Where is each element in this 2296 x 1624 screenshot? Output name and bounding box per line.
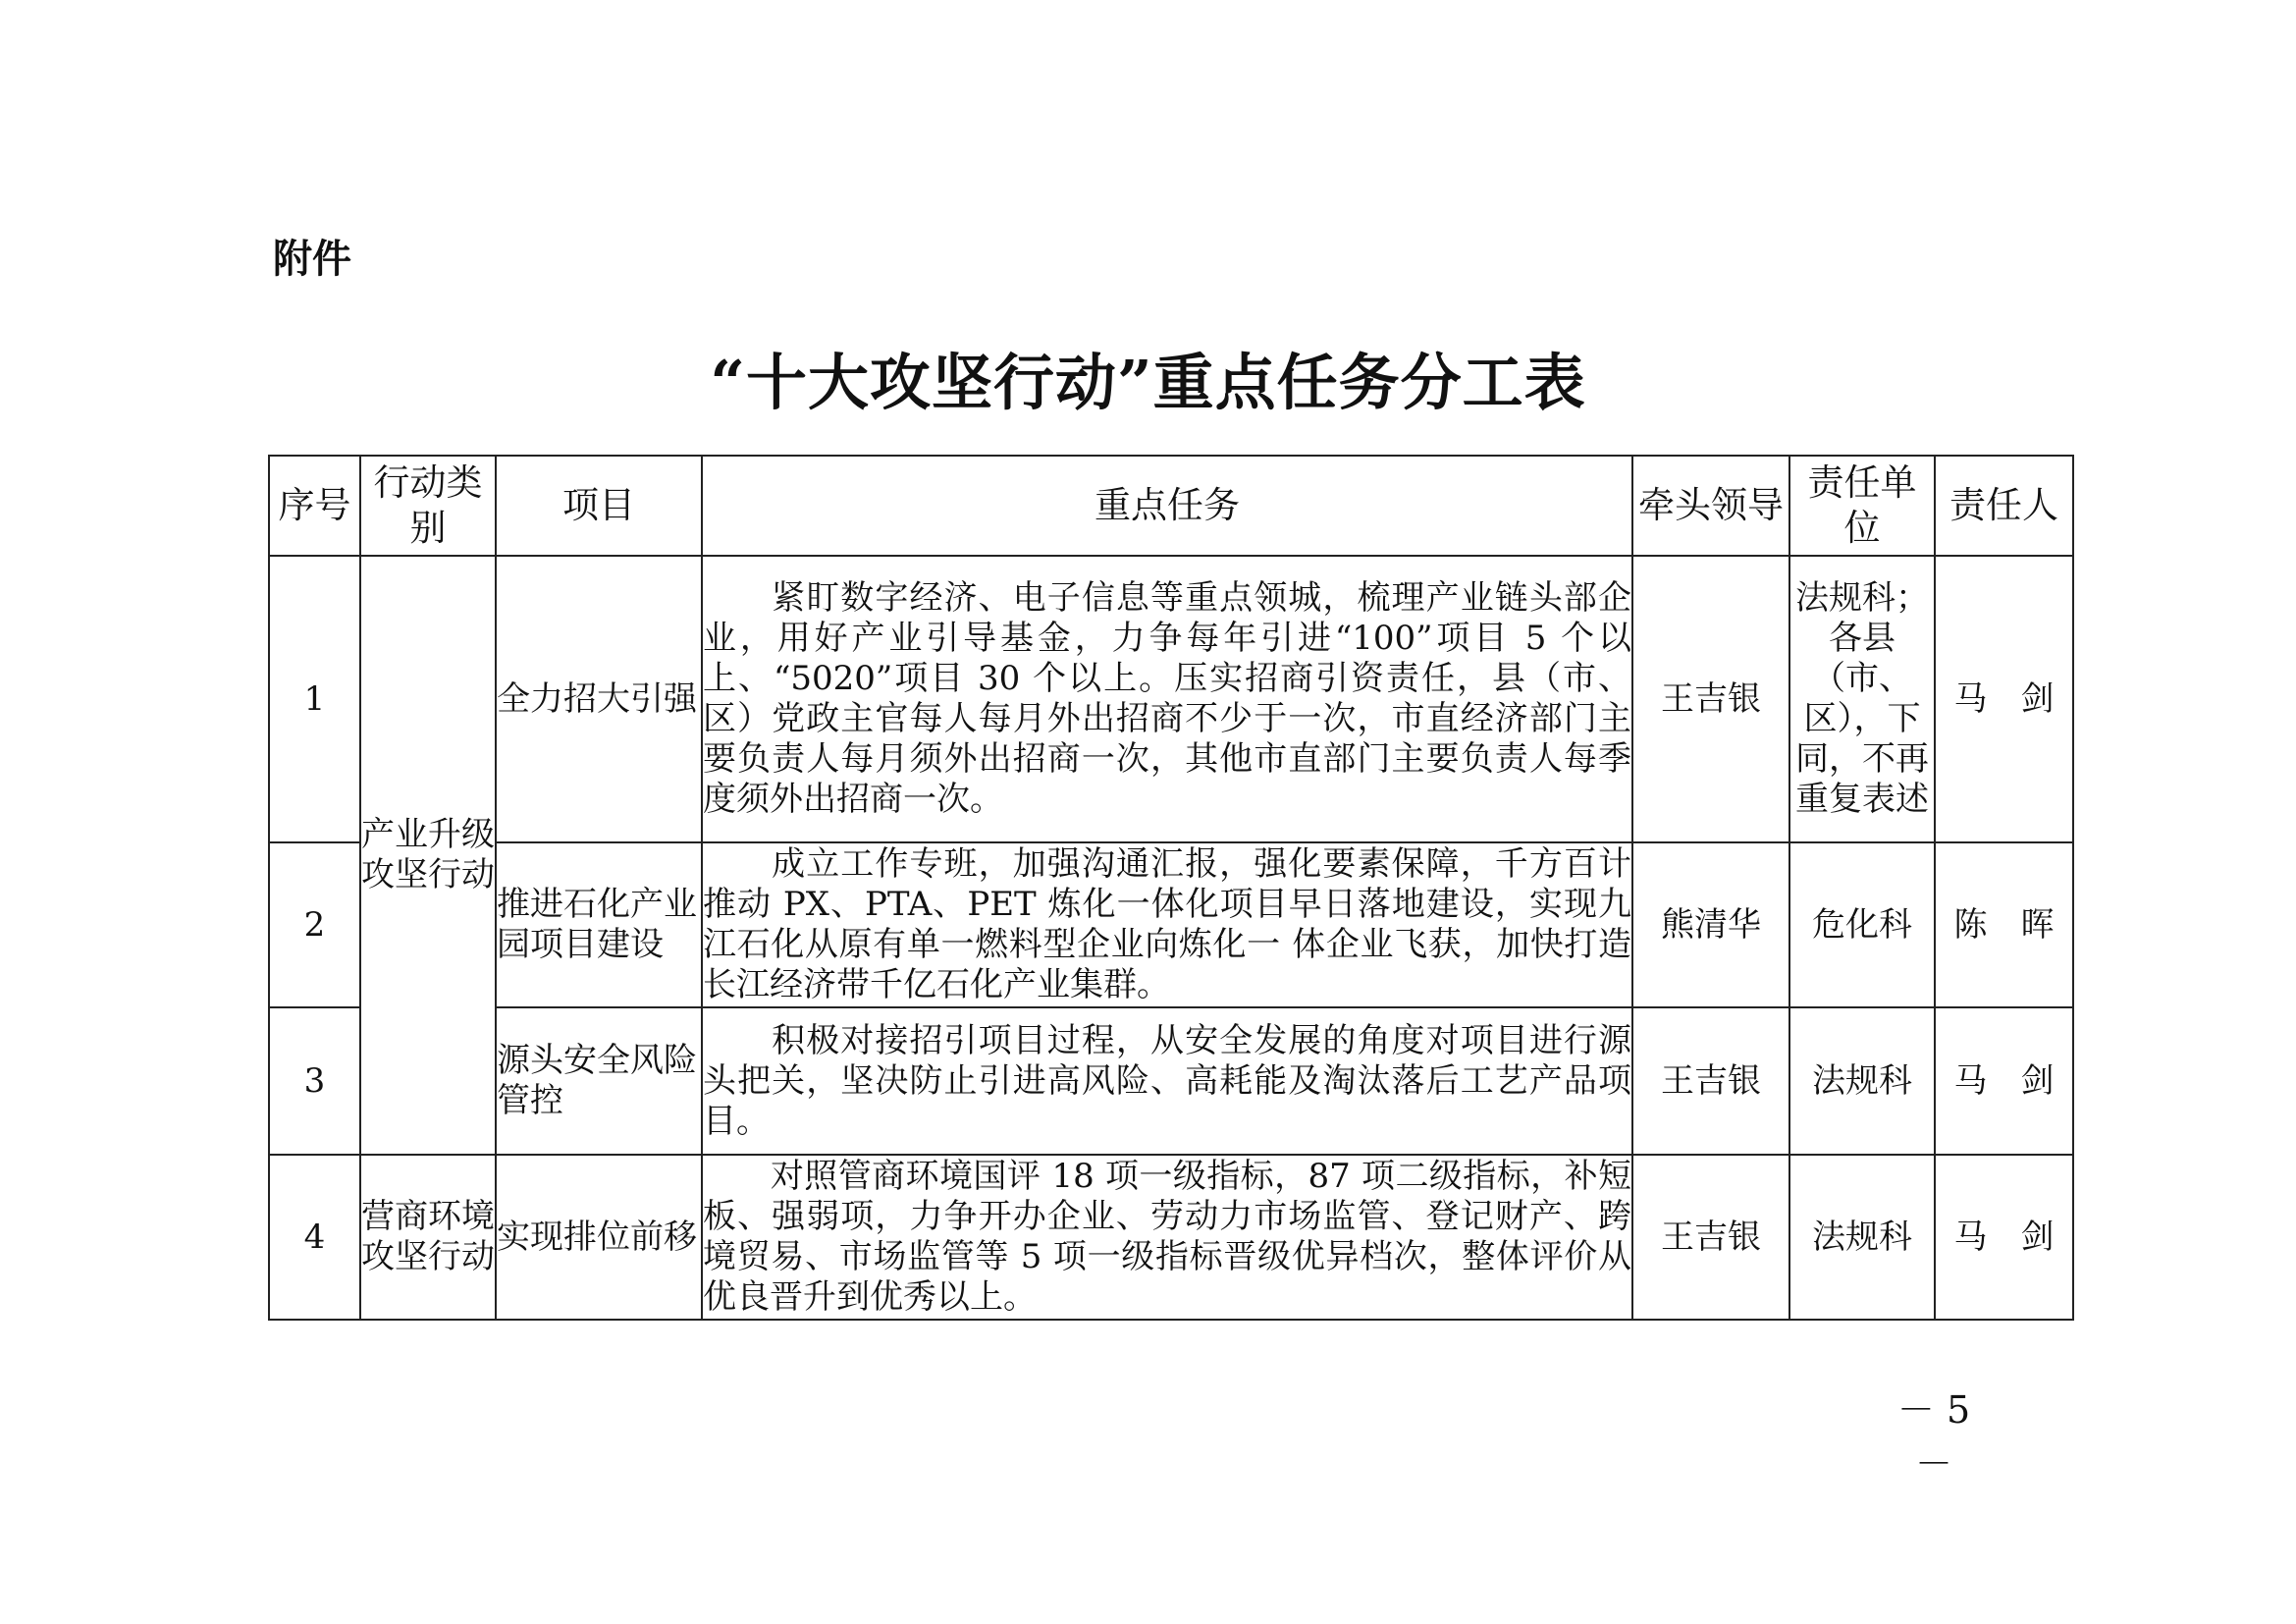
row-person: 马 剑: [1935, 1155, 2073, 1320]
table-row: [269, 842, 2073, 1007]
row-task: 积极对接招引项目过程，从安全发展的角度对项目进行源头把关，坚决防止引进高风险、高耗能及淘汰落后工艺产品项目。: [702, 1007, 1632, 1155]
row-task: 紧盯数字经济、电子信息等重点领城，梳理产业链头部企业，用好产业引导基金，力争每年引进“100”项目 5 个以上、“5020”项目 30 个以上。压实招商引资责任，县（市、区）党政主官每人每月外出招商不少于一次，市直经济部门主要负责人每月须外出招商一次，其他市直部门主要负责人每季度须外出招商一次。: [702, 556, 1632, 842]
header-no: 序号: [269, 456, 360, 556]
row-no: 1: [269, 556, 360, 842]
row-person: 马 剑: [1935, 1007, 2073, 1155]
row-unit: 危化科: [1789, 842, 1935, 1007]
header-task: 重点任务: [702, 456, 1632, 556]
header-project: 项目: [496, 456, 702, 556]
row-unit: 法规科: [1789, 1155, 1935, 1320]
row-lead: 王吉银: [1632, 1155, 1789, 1320]
document-title: “十大攻坚行动”重点任务分工表: [710, 347, 1586, 418]
header-unit: 责任单位: [1789, 456, 1935, 556]
task-table: [268, 455, 2074, 1321]
header-person: 责任人: [1935, 456, 2073, 556]
table-row: [269, 556, 2073, 842]
table-row: [269, 1155, 2073, 1320]
category-cell: 产业升级攻坚行动: [360, 556, 496, 1155]
row-unit: 法规科；各县（市、区），下同，不再重复表述: [1789, 556, 1935, 842]
row-no: 4: [269, 1155, 360, 1320]
row-lead: 王吉银: [1632, 556, 1789, 842]
row-lead: 熊清华: [1632, 842, 1789, 1007]
row-task: 成立工作专班，加强沟通汇报，强化要素保障，千方百计推动 PX、PTA、PET 炼化一体化项目早日落地建设，实现九江石化从原有单一燃料型企业向炼化一 体企业飞获，加快打造长江经济带千亿石化产业集群。: [702, 842, 1632, 1007]
row-project: 源头安全风险管控: [496, 1007, 702, 1155]
table-row: [269, 1007, 2073, 1155]
page-number: － 5 －: [1896, 1388, 1971, 1486]
row-person: 马 剑: [1935, 556, 2073, 842]
attachment-label: 附件: [273, 237, 351, 282]
row-project: 全力招大引强: [496, 556, 702, 842]
row-project: 实现排位前移: [496, 1155, 702, 1320]
row-lead: 王吉银: [1632, 1007, 1789, 1155]
row-unit: 法规科: [1789, 1007, 1935, 1155]
table-header-row: [269, 456, 2073, 556]
row-project: 推进石化产业园项目建设: [496, 842, 702, 1007]
row-no: 2: [269, 842, 360, 1007]
row-task: 对照管商环境国评 18 项一级指标，87 项二级指标，补短板、强弱项，力争开办企业、劳动力市场监管、登记财产、跨境贸易、市场监管等 5 项一级指标晋级优异档次，整体评价从优良晋升到优秀以上。: [702, 1155, 1632, 1320]
row-person: 陈 晖: [1935, 842, 2073, 1007]
category-cell: 营商环境攻坚行动: [360, 1155, 496, 1320]
header-category: 行动类别: [360, 456, 496, 556]
header-lead: 牵头领导: [1632, 456, 1789, 556]
row-no: 3: [269, 1007, 360, 1155]
